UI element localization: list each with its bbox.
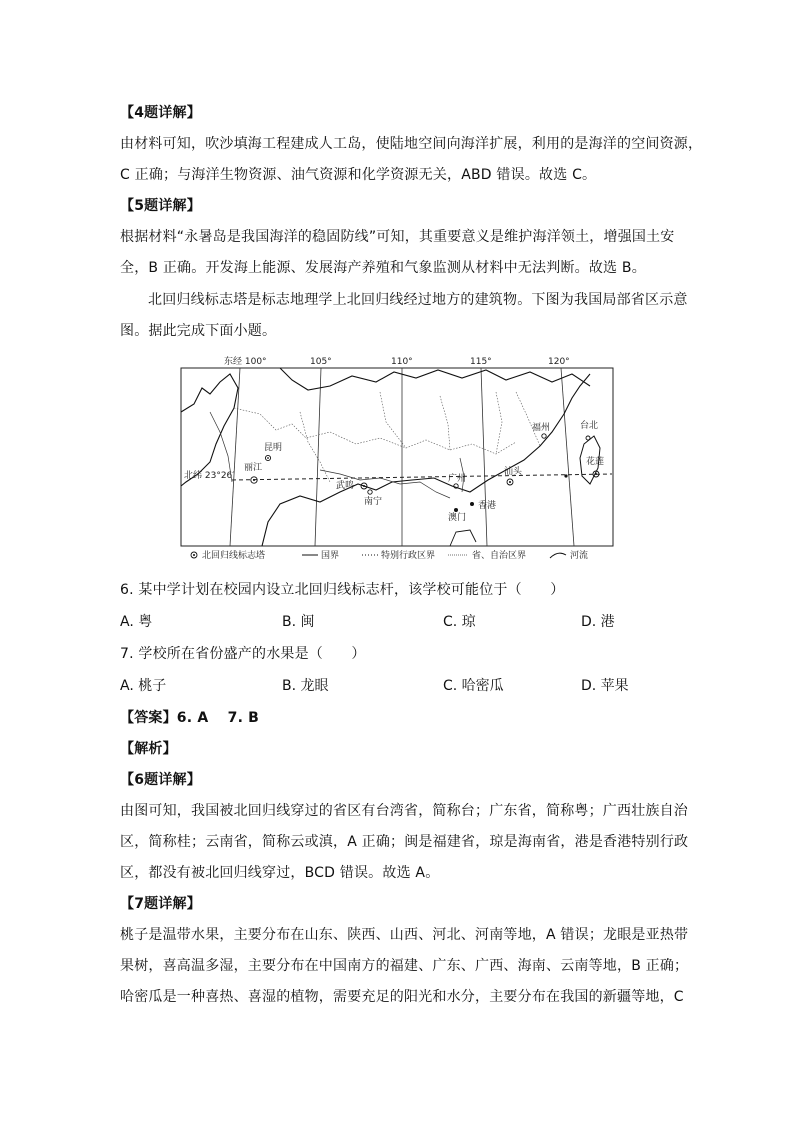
svg-text:澳门: 澳门 [448,513,467,523]
q7-text-line-3: 哈密瓜是一种喜热、喜湿的植物，需要充足的阳光和水分，主要分布在我国的新疆等地，C [120,989,684,1005]
q4-text-line-1: 由材料可知，吹沙填海工程建成人工岛，使陆地空间向海洋扩展，利用的是海洋的空间资源， [120,136,703,152]
q6-stem: 6. 某中学计划在校园内设立北回归线标志杆，该学校可能位于（ ） [120,582,565,598]
svg-text:汕头: 汕头 [504,467,523,477]
q4-text-line-2: C 正确；与海洋生物资源、油气资源和化学资源无关，ABD 错误。故选 C。 [120,167,597,183]
q7-stem: 7. 学校所在省份盛产的水果是（ ） [120,646,366,662]
legend-sar: 特别行政区界 [381,551,436,561]
q6-option-c: C. 琼 [443,614,476,630]
answer-line: 【答案】6. A 7. B [120,710,260,726]
legend-border: 国界 [321,551,340,561]
lon-label-120: 120° [548,357,570,367]
q4-heading: 【4题详解】 [120,105,201,121]
q6-text-line-3: 区，都没有被北回归线穿过，BCD 错误。故选 A。 [120,865,440,881]
latitude-label: 北纬 23°26′ [184,471,235,481]
q7-option-b: B. 龙眼 [282,678,329,694]
svg-text:广州: 广州 [448,474,467,484]
svg-text:丽江: 丽江 [244,463,263,473]
q6-option-b: B. 闽 [282,614,315,630]
svg-text:南宁: 南宁 [364,497,383,507]
map-frame [181,368,613,546]
q5-text-line-1: 根据材料“永暑岛是我国海洋的稳固防线”可知，其重要意义是维护海洋领土，增强国土安 [120,229,675,245]
intro-line-2: 图。据此完成下面小题。 [120,323,277,339]
map-legend [191,549,588,561]
tropic-of-cancer-map [180,352,614,562]
intro-line-1: 北回归线标志塔是标志地理学上北回归线经过地方的建筑物。下图为我国局部省区示意 [148,292,688,308]
svg-text:武鸣: 武鸣 [336,481,355,491]
svg-text:台北: 台北 [580,421,599,431]
q6-heading: 【6题详解】 [120,772,201,788]
legend-river: 河流 [570,551,589,561]
q5-text-line-2: 全，B 正确。开发海上能源、发展海产养殖和气象监测从材料中无法判断。故选 B。 [120,260,646,276]
q5-heading: 【5题详解】 [120,198,201,214]
svg-text:昆明: 昆明 [264,443,283,453]
q7-option-c: C. 哈密瓜 [443,678,504,694]
legend-province: 省、自治区界 [472,551,527,561]
legend-tower: 北回归线标志塔 [202,551,266,561]
q6-text-line-2: 区，简称桂；云南省，简称云或滇，A 正确；闽是福建省，琼是海南省，港是香港特别行政 [120,834,689,850]
tropic-marker [564,474,567,477]
q6-option-d: D. 港 [581,614,615,630]
lon-label-100: 东经 100° [224,357,267,367]
analysis-heading: 【解析】 [120,741,177,757]
lon-label-115: 115° [470,357,492,367]
q7-heading: 【7题详解】 [120,896,201,912]
svg-text:福州: 福州 [532,423,551,433]
q6-text-line-1: 由图可知，我国被北回归线穿过的省区有台湾省，简称台；广东省，简称粤；广西壮族自治 [120,803,688,819]
lon-label-105: 105° [310,357,332,367]
q7-text-line-1: 桃子是温带水果，主要分布在山东、陕西、山西、河北、河南等地，A 错误；龙眼是亚热带 [120,927,689,943]
svg-text:花莲: 花莲 [586,457,605,467]
q6-option-a: A. 粤 [120,614,153,630]
svg-text:香港: 香港 [478,501,497,511]
q7-option-a: A. 桃子 [120,678,167,694]
lon-label-110: 110° [391,357,413,367]
q7-text-line-2: 果树，喜高温多湿，主要分布在中国南方的福建、广东、广西、海南、云南等地，B 正确； [120,958,689,974]
q7-option-d: D. 苹果 [581,678,629,694]
